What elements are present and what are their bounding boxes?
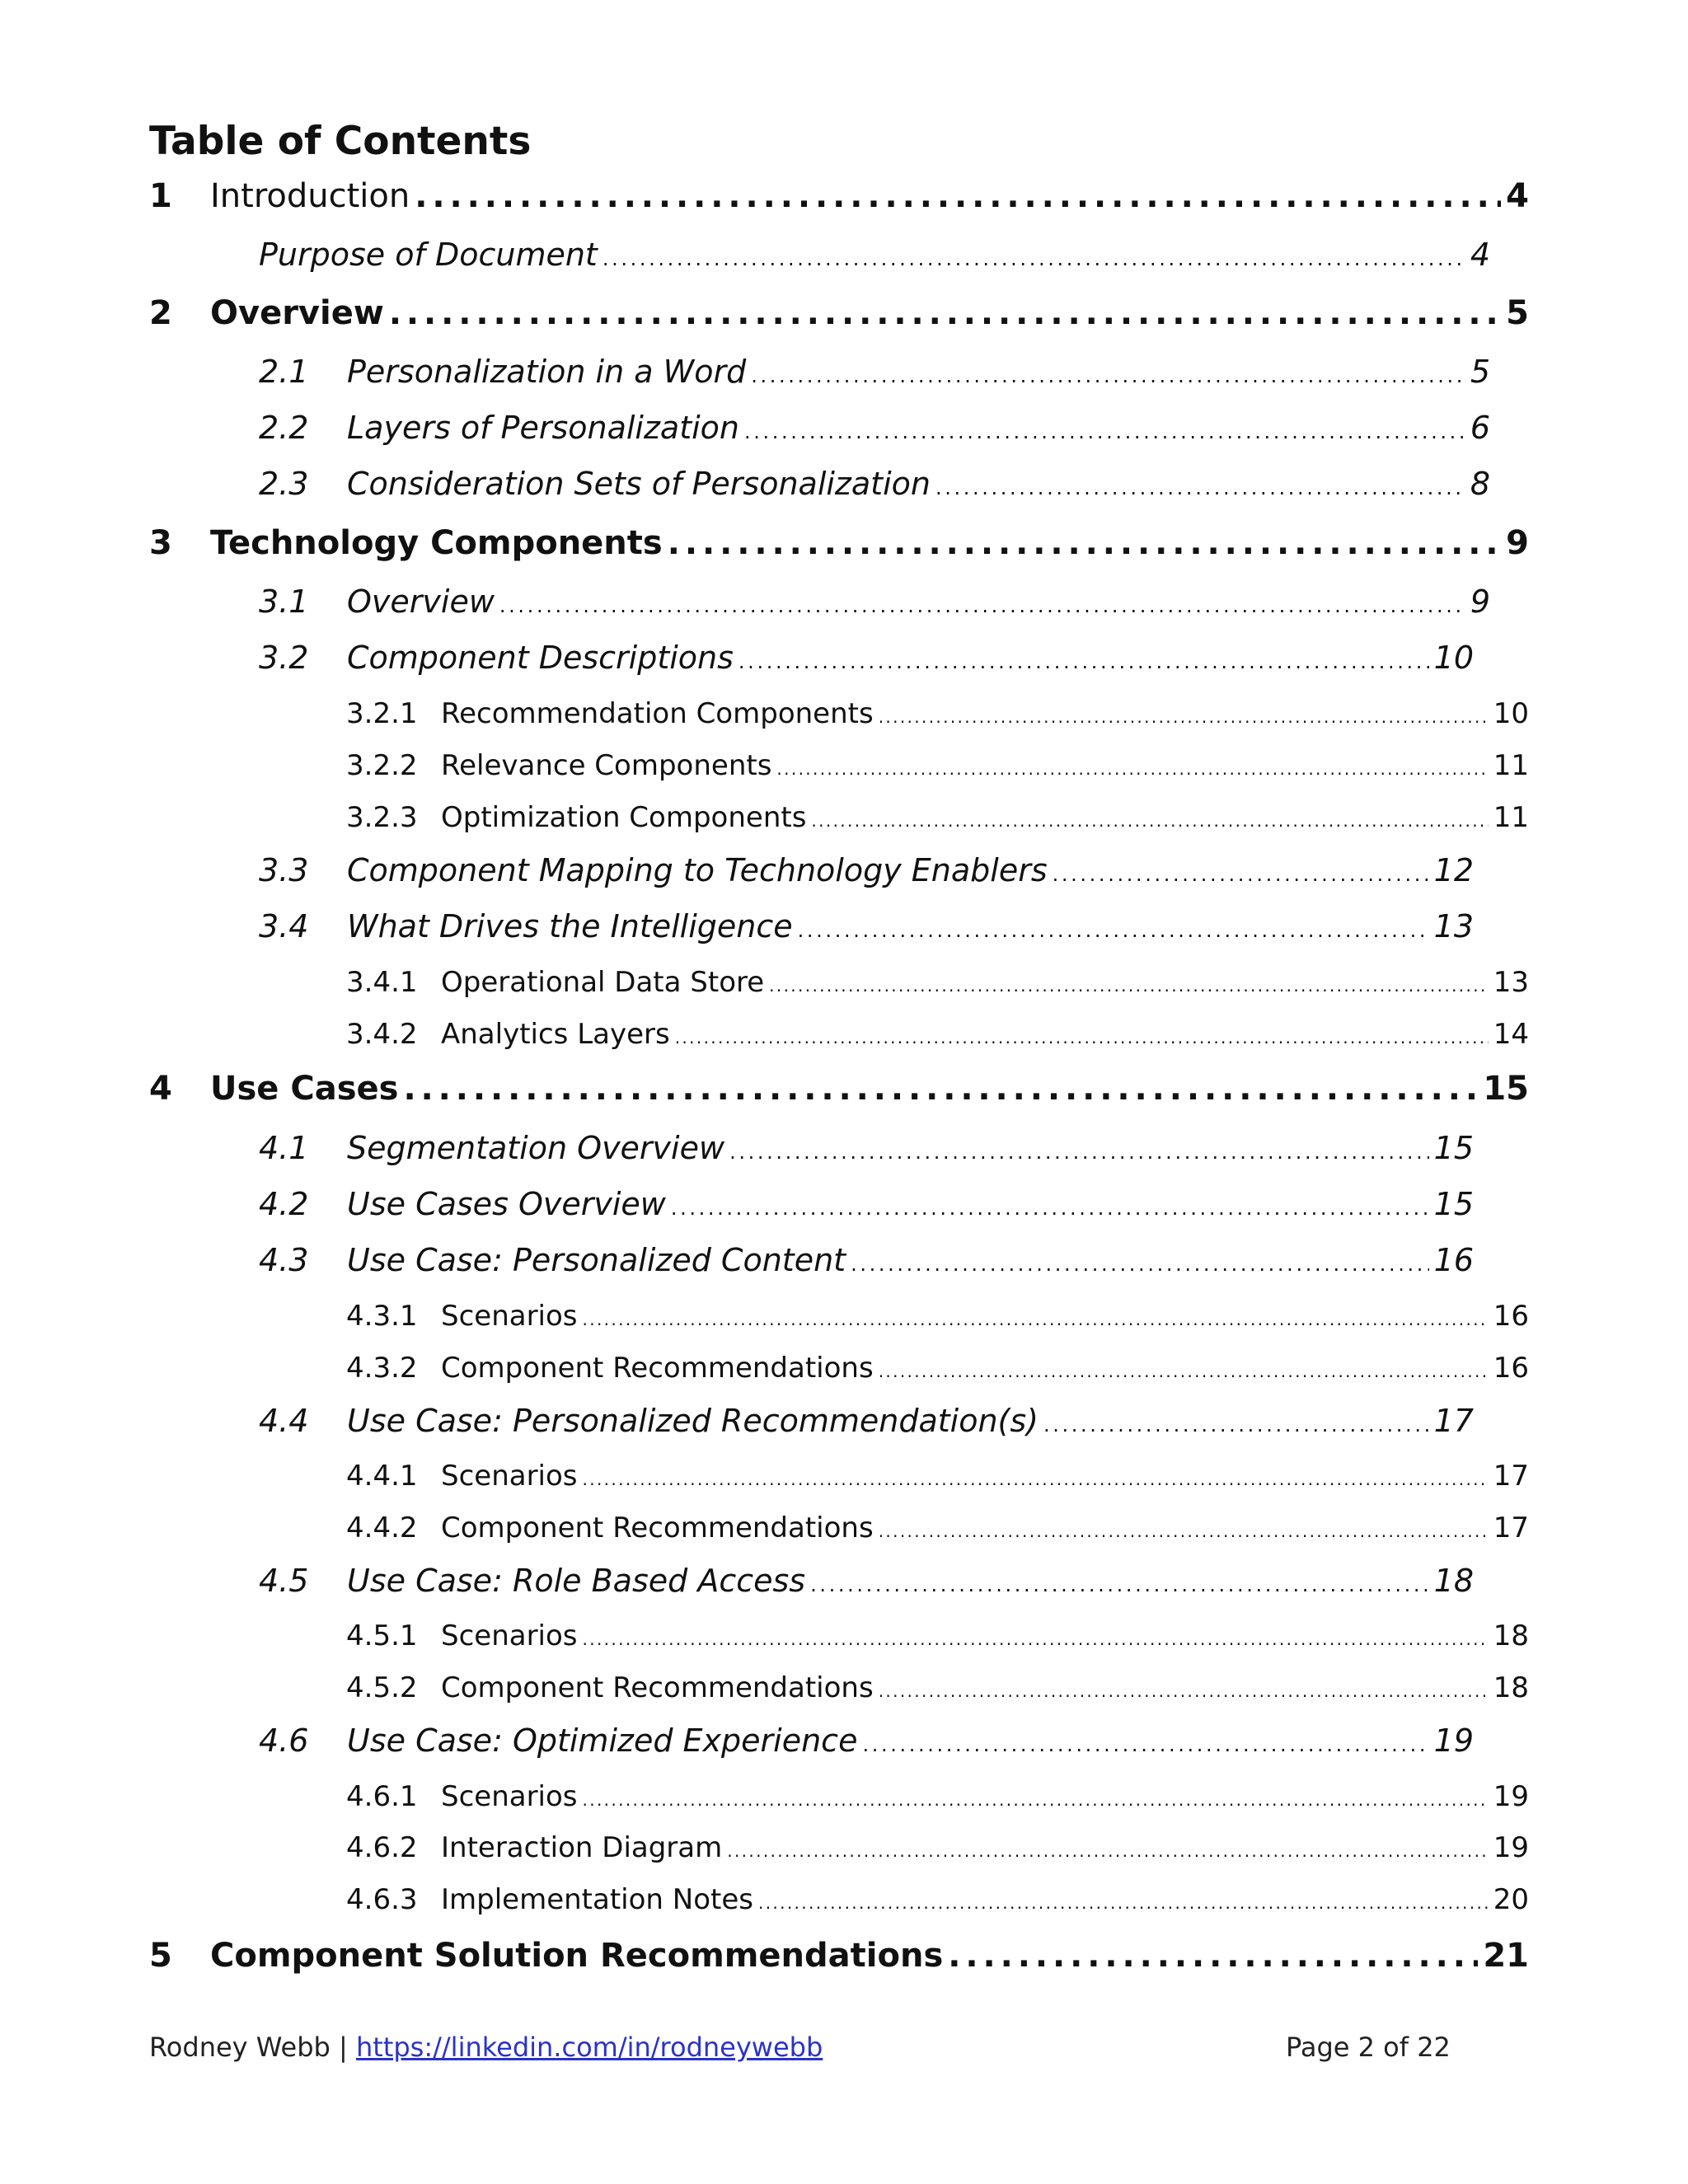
toc-entry-number: 2 xyxy=(149,294,172,332)
toc-entry-number: 2.1 xyxy=(259,354,309,390)
toc-entry-number: 3.3 xyxy=(259,852,309,888)
toc-entry-label: Component Recommendations xyxy=(441,1511,874,1544)
toc-entry-label: Use Case: Optimized Experience xyxy=(347,1722,858,1759)
toc-entry[interactable] xyxy=(346,1018,1529,1061)
toc-entry-label: Use Cases Overview xyxy=(347,1186,666,1222)
toc-entry-page: 18 xyxy=(1493,1671,1529,1704)
toc-entry-label: Overview xyxy=(347,583,495,620)
dot-leader xyxy=(879,1671,1489,1704)
toc-entry[interactable] xyxy=(259,466,1490,512)
toc-entry-number: 3.4.2 xyxy=(346,1018,418,1051)
toc-entry[interactable] xyxy=(259,1186,1474,1232)
dot-leader xyxy=(603,237,1465,273)
toc-entry-number: 4.5 xyxy=(259,1563,309,1599)
toc-entry-label: Operational Data Store xyxy=(441,966,765,999)
toc-entry-page: 20 xyxy=(1493,1883,1529,1916)
toc-entry-label: Consideration Sets of Personalization xyxy=(347,466,931,502)
toc-entry-page: 19 xyxy=(1493,1780,1529,1813)
dot-leader xyxy=(879,697,1489,730)
toc-entry[interactable] xyxy=(346,1883,1529,1926)
toc-entry-number: 4.6.2 xyxy=(346,1831,418,1864)
dot-leader xyxy=(738,640,1429,676)
toc-entry-label: Segmentation Overview xyxy=(347,1130,725,1166)
toc-entry-number: 4.3 xyxy=(259,1242,309,1278)
footer-author: Rodney Webb | xyxy=(149,2032,356,2063)
toc-entry-number: 4.6.3 xyxy=(346,1883,418,1916)
toc-entry-number: 4.2 xyxy=(259,1186,309,1222)
toc-entry-page: 15 xyxy=(1483,1070,1529,1108)
toc-entry-label: Analytics Layers xyxy=(441,1018,670,1051)
toc-entry[interactable] xyxy=(346,1619,1529,1662)
toc-entry-label: Optimization Components xyxy=(441,801,807,834)
dot-leader xyxy=(675,1018,1489,1051)
toc-entry[interactable] xyxy=(259,1242,1474,1288)
dot-leader xyxy=(583,1300,1489,1333)
toc-entry-label: Component Mapping to Technology Enablers xyxy=(347,852,1048,888)
toc-entry-number: 5 xyxy=(149,1937,172,1975)
toc-entry[interactable] xyxy=(346,801,1529,844)
toc-entry-label: Recommendation Components xyxy=(441,697,874,730)
toc-entry[interactable] xyxy=(259,410,1490,456)
footer-link[interactable]: https://linkedin.com/in/rodneywebb xyxy=(355,2032,823,2063)
toc-entry-label: Component Solution Recommendations xyxy=(210,1937,944,1975)
toc-entry-page: 13 xyxy=(1493,966,1529,999)
dot-leader xyxy=(810,1563,1429,1599)
toc-entry[interactable] xyxy=(149,524,1529,574)
toc-entry-page: 11 xyxy=(1493,749,1529,782)
dot-leader xyxy=(935,466,1465,502)
dot-leader xyxy=(415,177,1501,215)
toc-entry-number: 2.2 xyxy=(259,410,309,446)
toc-entry-number: 4.5.1 xyxy=(346,1619,418,1652)
toc-title: Table of Contents xyxy=(149,119,532,164)
toc-entry-number: 4.4 xyxy=(259,1403,309,1439)
toc-entry-page: 17 xyxy=(1493,1460,1529,1493)
toc-entry-page: 10 xyxy=(1493,697,1529,730)
toc-entry[interactable] xyxy=(346,749,1529,792)
toc-entry-page: 18 xyxy=(1433,1563,1474,1599)
toc-entry-page: 5 xyxy=(1506,294,1529,332)
toc-entry-label: Use Cases xyxy=(210,1070,399,1108)
toc-entry-label: Component Recommendations xyxy=(441,1671,874,1704)
toc-entry-label: Use Case: Personalized Content xyxy=(347,1242,846,1278)
toc-entry-page: 21 xyxy=(1483,1937,1529,1975)
toc-entry-label: Implementation Notes xyxy=(441,1883,753,1916)
toc-entry-number: 4.6 xyxy=(259,1722,309,1759)
dot-leader xyxy=(671,1186,1429,1222)
toc-entry-label: Personalization in a Word xyxy=(347,354,747,390)
toc-entry[interactable] xyxy=(149,1937,1529,1986)
toc-entry-label: Scenarios xyxy=(441,1619,578,1652)
toc-entry[interactable] xyxy=(259,1563,1474,1609)
toc-entry[interactable] xyxy=(346,1300,1529,1343)
toc-entry-label: Scenarios xyxy=(441,1460,578,1493)
toc-entry[interactable] xyxy=(346,1831,1529,1874)
toc-entry-number: 3.2.2 xyxy=(346,749,418,782)
toc-entry-number: 1 xyxy=(149,177,172,215)
toc-entry-page: 9 xyxy=(1506,524,1529,562)
toc-entry[interactable] xyxy=(346,1671,1529,1714)
toc-entry-number: 3.2.3 xyxy=(346,801,418,834)
toc-entry-number: 3.4.1 xyxy=(346,966,418,999)
toc-entry-number: 3 xyxy=(149,524,172,562)
dot-leader xyxy=(583,1619,1489,1652)
toc-entry-page: 12 xyxy=(1433,852,1474,888)
dot-leader xyxy=(744,410,1465,446)
dot-leader xyxy=(403,1070,1478,1108)
toc-entry-number: 4.5.2 xyxy=(346,1671,418,1704)
dot-leader xyxy=(668,524,1501,562)
dot-leader xyxy=(751,354,1465,390)
toc-entry-number: 4 xyxy=(149,1070,172,1108)
toc-entry[interactable] xyxy=(346,1352,1529,1394)
toc-entry-number: 2.3 xyxy=(259,466,309,502)
toc-entry[interactable] xyxy=(346,966,1529,1009)
toc-entry[interactable] xyxy=(149,294,1529,344)
toc-entry-page: 15 xyxy=(1433,1130,1474,1166)
dot-leader xyxy=(948,1937,1478,1975)
dot-leader xyxy=(776,749,1488,782)
toc-entry-page: 14 xyxy=(1493,1018,1529,1051)
toc-entry-number: 3.1 xyxy=(259,583,309,620)
toc-entry-page: 11 xyxy=(1493,801,1529,834)
toc-entry-label: Technology Components xyxy=(210,524,663,562)
dot-leader xyxy=(862,1722,1428,1759)
toc-entry-page: 13 xyxy=(1433,908,1474,944)
toc-entry[interactable] xyxy=(346,697,1529,740)
dot-leader xyxy=(879,1352,1489,1385)
toc-entry-page: 16 xyxy=(1493,1352,1529,1385)
toc-entry[interactable] xyxy=(149,1070,1529,1119)
dot-leader xyxy=(879,1511,1489,1544)
toc-entry-number: 3.2 xyxy=(259,640,309,676)
dot-leader xyxy=(769,966,1489,999)
toc-entry-label: Scenarios xyxy=(441,1300,578,1333)
toc-entry-number: 3.2.1 xyxy=(346,697,418,730)
toc-entry[interactable] xyxy=(259,908,1474,954)
toc-entry-label: Layers of Personalization xyxy=(347,410,740,446)
dot-leader xyxy=(727,1831,1488,1864)
toc-entry-number: 4.3.2 xyxy=(346,1352,418,1385)
toc-entry-label: What Drives the Intelligence xyxy=(347,908,793,944)
toc-entry-label: Scenarios xyxy=(441,1780,578,1813)
dot-leader xyxy=(798,908,1429,944)
toc-entry-page: 19 xyxy=(1433,1722,1474,1759)
toc-entry-label: Relevance Components xyxy=(441,749,772,782)
toc-entry-label: Use Case: Personalized Recommendation(s) xyxy=(347,1403,1039,1439)
toc-entry[interactable] xyxy=(259,1130,1474,1176)
dot-leader xyxy=(583,1780,1489,1813)
toc-entry-label: Component Recommendations xyxy=(441,1352,874,1385)
toc-entry-page: 10 xyxy=(1433,640,1474,676)
dot-leader xyxy=(389,294,1501,332)
dot-leader xyxy=(583,1460,1489,1493)
toc-entry[interactable] xyxy=(259,1403,1474,1449)
toc-entry[interactable] xyxy=(149,177,1529,227)
toc-entry-page: 5 xyxy=(1470,354,1490,390)
toc-entry-number: 4.1 xyxy=(259,1130,309,1166)
toc-entry-page: 15 xyxy=(1433,1186,1474,1222)
toc-entry[interactable] xyxy=(346,1780,1529,1823)
toc-entry-page: 6 xyxy=(1470,410,1490,446)
toc-entry-page: 8 xyxy=(1470,466,1490,502)
toc-entry[interactable] xyxy=(259,237,1490,283)
toc-entry[interactable] xyxy=(259,640,1474,686)
footer xyxy=(149,2029,823,2065)
toc-entry[interactable] xyxy=(346,1460,1529,1502)
toc-entry-page: 17 xyxy=(1493,1511,1529,1544)
toc-entry[interactable] xyxy=(259,852,1474,898)
toc-entry-number: 4.4.2 xyxy=(346,1511,418,1544)
toc-entry-label: Overview xyxy=(210,294,384,332)
dot-leader xyxy=(729,1130,1429,1166)
toc-entry-number: 3.4 xyxy=(259,908,309,944)
toc-entry-number: 4.4.1 xyxy=(346,1460,418,1493)
toc-entry-label: Use Case: Role Based Access xyxy=(347,1563,806,1599)
dot-leader xyxy=(499,583,1465,620)
toc-entry-label: Introduction xyxy=(210,177,410,215)
toc-entry[interactable] xyxy=(346,1511,1529,1554)
toc-entry[interactable] xyxy=(259,583,1490,630)
toc-entry-page: 16 xyxy=(1493,1300,1529,1333)
toc-entry-number: 4.6.1 xyxy=(346,1780,418,1813)
toc-entry-label: Purpose of Document xyxy=(259,237,598,273)
dot-leader xyxy=(1053,852,1429,888)
toc-entry-label: Component Descriptions xyxy=(347,640,734,676)
toc-entry-page: 4 xyxy=(1470,237,1490,273)
footer-page-number: Page 2 of 22 xyxy=(1286,2032,1451,2063)
dot-leader xyxy=(758,1883,1489,1916)
toc-entry-page: 9 xyxy=(1470,583,1490,620)
toc-entry-page: 18 xyxy=(1493,1619,1529,1652)
toc-entry-number: 4.3.1 xyxy=(346,1300,418,1333)
dot-leader xyxy=(851,1242,1429,1278)
toc-entry-page: 19 xyxy=(1493,1831,1529,1864)
toc-entry-page: 17 xyxy=(1433,1403,1474,1439)
dot-leader xyxy=(1043,1403,1429,1439)
toc-entry[interactable] xyxy=(259,1722,1474,1769)
toc-entry[interactable] xyxy=(259,354,1490,400)
toc-entry-page: 16 xyxy=(1433,1242,1474,1278)
toc-entry-page: 4 xyxy=(1506,177,1529,215)
dot-leader xyxy=(811,801,1488,834)
toc-entry-label: Interaction Diagram xyxy=(441,1831,723,1864)
